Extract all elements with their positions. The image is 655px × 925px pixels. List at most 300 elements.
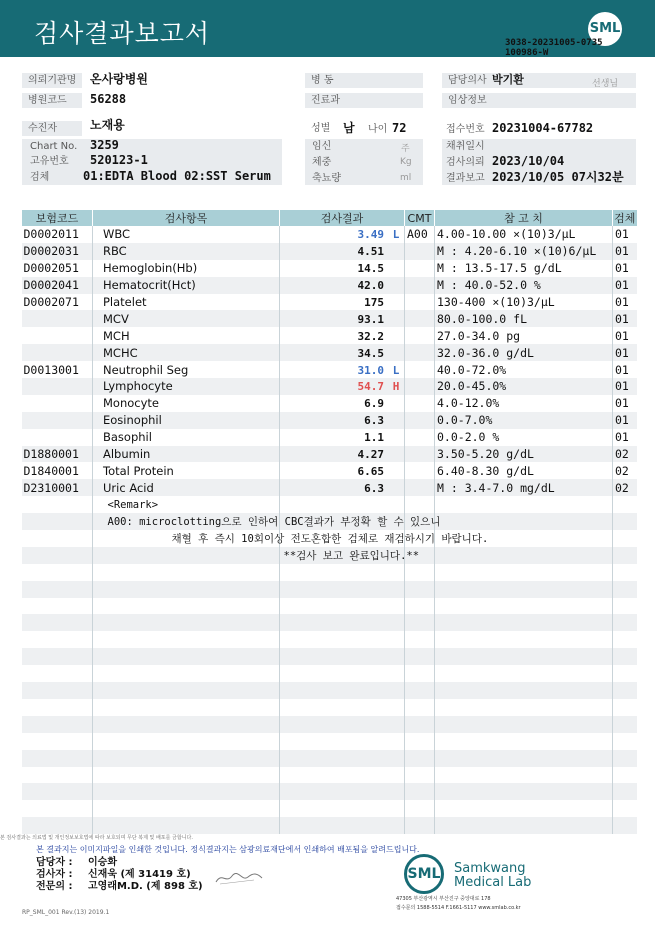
empty-cell [435,598,613,615]
result-cell [280,462,405,479]
signer-3 [36,877,203,892]
table-row [22,614,637,631]
empty-cell [93,564,280,581]
cmt-cell [405,462,435,479]
empty-cell [22,614,93,631]
specimen-label: 검체 [30,172,50,183]
empty-cell [613,716,637,733]
result-cell [280,446,405,463]
empty-cell [280,800,405,817]
table-row [22,631,637,648]
lab-name-line-2: Medical Lab [454,875,532,890]
empty-cell [405,817,435,834]
empty-cell [435,750,613,767]
empty-cell [93,716,280,733]
empty-cell [613,767,637,784]
empty-cell [22,598,93,615]
cmt-cell [405,294,435,311]
cmt-cell [405,429,435,446]
table-row [22,361,637,378]
empty-cell [405,648,435,665]
test-item-cell: WBC [93,226,280,243]
empty-cell [93,665,280,682]
empty-cell [405,699,435,716]
weight-label: 체중 [312,157,332,168]
result-cell [280,294,405,311]
reference-cell: M : 13.5-17.5 g/dL [435,260,613,277]
insurance-code-cell [22,344,93,361]
reference-cell: 20.0-45.0% [435,378,613,395]
insurance-code-cell [22,412,93,429]
empty-cell [22,682,93,699]
empty-cell [93,631,280,648]
table-row [22,395,637,412]
specimen-cell: 01 [613,226,637,243]
empty-cell [613,665,637,682]
result-cell [280,361,405,378]
insurance-code-cell: D2310001 [22,479,93,496]
test-item-cell: RBC [93,243,280,260]
empty-cell [93,614,280,631]
cmt-cell [405,361,435,378]
cmt-cell [405,412,435,429]
reference-cell: 4.0-12.0% [435,395,613,412]
test-item-cell: Total Protein [93,462,280,479]
empty-cell [405,750,435,767]
document-number-line-1: 3038-20231005-0735 [505,38,603,48]
empty-cell [613,783,637,800]
sex-value: 남 [343,121,355,135]
specimen-cell: 01 [613,310,637,327]
result-cell [280,344,405,361]
reference-cell: 6.40-8.30 g/dL [435,462,613,479]
table-row [22,412,637,429]
result-value: 6.3 [364,414,384,428]
reference-cell: 27.0-34.0 pg [435,327,613,344]
empty-cell [280,648,405,665]
reference-cell: 0.0-7.0% [435,412,613,429]
specimen-cell: 02 [613,446,637,463]
result-flag: L [392,363,400,377]
empty-cell [435,648,613,665]
empty-cell [22,817,93,834]
urine-label: 축뇨량 [312,173,341,184]
specimen-cell: 01 [613,361,637,378]
accession-label: 접수번호 [446,124,485,135]
empty-cell [435,564,613,581]
hospital-name: 온사랑병원 [90,72,148,86]
hospital-code-label: 병원코드 [22,93,82,108]
collect-label: 채취일시 [446,141,485,152]
chart-label: Chart No. [30,141,78,152]
table-row [22,733,637,750]
table-row [22,327,637,344]
empty-cell [22,767,93,784]
insurance-code-cell [22,395,93,412]
result-cell [280,243,405,260]
empty-cell [435,496,613,513]
test-item-cell: Uric Acid [93,479,280,496]
sex-label: 성별 [311,123,331,134]
form-number: RP_SML_001 Rev.(13) 2019.1 [22,909,110,916]
table-row [22,699,637,716]
empty-cell [280,564,405,581]
empty-cell [280,631,405,648]
table-row [22,598,637,615]
col-result: 검사결과 [280,210,405,226]
cmt-cell: A00 [405,226,435,243]
test-item-cell: Monocyte [93,395,280,412]
result-value: 3.49 [357,228,384,242]
signer-1-label: 담당자 : [36,857,73,868]
accession-number: 20231004-67782 [492,121,594,135]
empty-cell [435,817,613,834]
weight-unit: Kg [400,157,412,167]
result-value: 93.1 [357,312,384,326]
table-row [22,716,637,733]
empty-cell [280,665,405,682]
empty-cell [613,750,637,767]
result-cell [280,429,405,446]
empty-cell [22,564,93,581]
empty-cell [613,648,637,665]
empty-cell [405,631,435,648]
empty-cell [93,648,280,665]
empty-cell [405,614,435,631]
table-row [22,446,637,463]
test-item-cell: Eosinophil [93,412,280,429]
table-row [22,310,637,327]
signer-3-name: 고영래M.D. (제 898 호) [88,881,203,892]
result-cell [280,260,405,277]
remark-cell: <Remark> [107,498,159,511]
empty-cell [613,530,637,547]
table-row [22,513,637,530]
empty-cell [22,733,93,750]
result-flag: H [392,380,400,394]
empty-cell [405,496,435,513]
result-cell [280,226,405,243]
specimen-cell: 01 [613,344,637,361]
pregnancy-unit: 주 [401,144,410,154]
specimen-cell: 01 [613,395,637,412]
request-label: 검사의뢰 [446,157,485,168]
reference-cell: 3.50-5.20 g/dL [435,446,613,463]
empty-cell [22,783,93,800]
cmt-cell [405,243,435,260]
document-number-line-2: 100986-W [505,48,549,58]
test-item-cell: Lymphocyte [93,378,280,395]
empty-cell [435,767,613,784]
table-row [22,260,637,277]
test-item-cell: Basophil [93,429,280,446]
insurance-code-cell: D0002051 [23,261,79,276]
table-row [22,682,637,699]
reference-cell: 40.0-72.0% [435,361,613,378]
table-row [22,783,637,800]
table-row [22,479,637,496]
test-item-cell: MCV [93,310,280,327]
result-cell [280,327,405,344]
remark-cell [22,547,93,564]
table-row [22,750,637,767]
col-insurance-code: 보험코드 [22,210,93,226]
empty-cell [435,783,613,800]
patient-id: 520123-1 [90,153,148,167]
specimen-cell: 01 [613,294,637,311]
empty-cell [405,800,435,817]
empty-cell [613,614,637,631]
signer-1-name: 이승화 [88,857,117,868]
empty-cell [280,614,405,631]
result-value: 42.0 [357,279,384,293]
result-flag: L [392,228,400,242]
empty-cell [435,547,613,564]
result-value: 6.3 [364,481,384,495]
empty-cell [93,750,280,767]
age-label: 나이 [368,124,388,135]
ward-label: 병 동 [305,73,423,88]
specimen-cell: 01 [613,260,637,277]
empty-cell [435,631,613,648]
empty-cell [280,682,405,699]
empty-cell [280,817,405,834]
insurance-code-cell [22,429,93,446]
empty-cell [435,800,613,817]
doctor-label: 담당의사 [448,75,487,86]
empty-cell [93,817,280,834]
col-specimen: 검체 [614,212,636,225]
empty-cell [22,631,93,648]
cmt-cell [405,260,435,277]
empty-cell [22,581,93,598]
dept-label: 진료과 [305,93,423,108]
empty-cell [22,699,93,716]
specimen-cell: 01 [613,378,637,395]
results-table [21,210,637,834]
empty-cell [280,733,405,750]
empty-cell [22,665,93,682]
empty-cell [93,800,280,817]
empty-cell [405,564,435,581]
table-row [22,243,637,260]
report-datetime: 2023/10/05 07시32분 [492,170,624,184]
insurance-code-cell: D0013001 [23,362,79,377]
empty-cell [280,783,405,800]
specimen-cell: 01 [613,412,637,429]
cmt-cell [405,378,435,395]
table-row [22,294,637,311]
empty-cell [93,767,280,784]
table-row [22,767,637,784]
doctor-name: 박기환 [492,73,524,86]
table-row [22,817,637,834]
empty-cell [93,547,280,564]
empty-cell [405,767,435,784]
empty-cell [435,513,613,530]
empty-cell [435,614,613,631]
reference-cell: 130-400 ×(10)3/μL [435,294,613,311]
table-row [22,462,637,479]
cmt-cell [405,310,435,327]
empty-cell [613,598,637,615]
insurance-code-cell: D0002011 [23,227,79,242]
empty-cell [613,733,637,750]
fine-print-note: 본 검사결과는 의료법 및 개인정보보호법에 따라 보호되며 무단 복제 및 배포를 금합니다. [0,835,193,841]
empty-cell [280,750,405,767]
insurance-code-cell: D0002071 [23,295,79,309]
results-body [22,226,637,834]
empty-cell [405,598,435,615]
age-value: 72 [392,121,407,135]
image-copy-notice: 본 결과지는 이미지파일을 인쇄한 것입니다. 정식결과지는 삼광의료재단에서 인쇄하여 배포됨을 알려드립니다. [36,845,420,854]
cmt-cell [405,327,435,344]
patient-label: 수진자 [22,121,82,136]
empty-cell [435,733,613,750]
cmt-cell [405,277,435,294]
insurance-code-cell: D1880001 [22,446,93,463]
request-date: 2023/10/04 [492,154,565,168]
result-value: 31.0 [357,363,384,377]
specimen-cell: 01 [613,327,637,344]
empty-cell [280,581,405,598]
report-title: 검사결과보고서 [34,19,211,48]
test-item-cell: Hematocrit(Hct) [93,277,280,294]
empty-cell [22,648,93,665]
cmt-cell [405,395,435,412]
reference-cell: 80.0-100.0 fL [435,310,613,327]
test-item-cell: Platelet [93,294,280,311]
empty-cell [435,699,613,716]
test-item-cell: MCH [93,327,280,344]
table-row [22,581,637,598]
table-row [22,547,637,564]
insurance-code-cell [22,327,93,344]
insurance-code-cell: D1840001 [23,463,79,478]
sml-logo-icon: SML [588,12,622,46]
hospital-label: 의뢰기관명 [22,73,82,88]
table-row [22,226,637,243]
empty-cell [435,581,613,598]
cmt-cell [405,446,435,463]
result-value: 32.2 [357,329,384,343]
empty-cell [22,716,93,733]
empty-cell [435,665,613,682]
table-row [22,429,637,446]
reference-cell: 0.0-2.0 % [435,429,613,446]
specimen-cell: 01 [613,429,637,446]
result-value: 1.1 [364,431,384,445]
signer-2-name: 신재욱 (제 31419 호) [88,869,191,880]
specimen-cell: 01 [613,277,637,294]
reference-cell: 32.0-36.0 g/dL [435,344,613,361]
test-item-cell: Neutrophil Seg [93,361,280,378]
empty-cell [613,513,637,530]
empty-cell [93,598,280,615]
result-value: 175 [364,296,384,309]
clinical-info-label: 임상정보 [442,93,636,108]
empty-cell [613,581,637,598]
empty-cell [435,682,613,699]
insurance-code-cell [22,378,93,395]
reference-cell: M : 3.4-7.0 mg/dL [435,479,613,496]
empty-cell [435,716,613,733]
result-cell [280,277,405,294]
patient-name: 노재용 [90,118,125,132]
document-number [505,38,603,58]
table-row [22,800,637,817]
empty-cell [405,581,435,598]
empty-cell [93,733,280,750]
test-item-cell: Albumin [93,446,280,463]
result-cell [280,378,405,395]
empty-cell [613,631,637,648]
empty-cell [22,750,93,767]
specimen-cell: 02 [613,462,637,479]
test-item-cell: Hemoglobin(Hb) [93,260,280,277]
empty-cell [613,800,637,817]
empty-cell [613,682,637,699]
empty-cell [280,767,405,784]
result-value: 34.5 [357,346,384,360]
col-reference: 참 고 치 [435,210,613,226]
hospital-code: 56288 [90,92,127,106]
empty-cell [93,783,280,800]
empty-cell [405,716,435,733]
empty-cell [280,598,405,615]
empty-cell [93,581,280,598]
result-cell [280,479,405,496]
report-label: 결과보고 [446,173,485,184]
signer-2-label: 검사자 : [36,869,73,880]
lab-contact: 접수문의 1588-5514 F.1661-5117 www.smlab.co.kr [396,905,521,911]
result-value: 54.7 [357,380,384,394]
insurance-code-cell: D0002041 [22,277,93,294]
table-row [22,530,637,547]
empty-cell [613,817,637,834]
empty-cell [93,699,280,716]
lab-name-line-1: Samkwang [454,861,526,876]
empty-cell [405,783,435,800]
result-cell [280,395,405,412]
table-row [22,564,637,581]
cmt-cell [405,479,435,496]
reference-cell: 4.00-10.00 ×(10)3/μL [435,226,613,243]
empty-cell [280,699,405,716]
result-cell [280,412,405,429]
doctor-suffix: 선생님 [592,79,619,89]
table-row [22,496,637,513]
sml-footer-logo-icon: SML [404,854,444,894]
remark-cell: 채혈 후 즉시 10회이상 전도혼합한 검체로 재검하시기 바랍니다. [171,532,489,545]
table-row [22,648,637,665]
empty-cell [405,665,435,682]
specimen-cell: 02 [613,479,637,496]
col-cmt: CMT [405,210,435,226]
remark-cell [22,513,93,530]
signature-icon [214,868,264,888]
reference-cell: M : 40.0-52.0 % [435,277,613,294]
empty-cell [280,496,405,513]
result-value: 6.65 [357,464,384,478]
lab-address: 47305 부산광역시 부산진구 중앙대로 178 [396,896,491,902]
empty-cell [613,564,637,581]
empty-cell [613,496,637,513]
insurance-code-cell: D0002031 [22,243,93,260]
urine-unit: ml [400,173,412,183]
empty-cell [613,547,637,564]
specimen-cell: 01 [613,243,637,260]
